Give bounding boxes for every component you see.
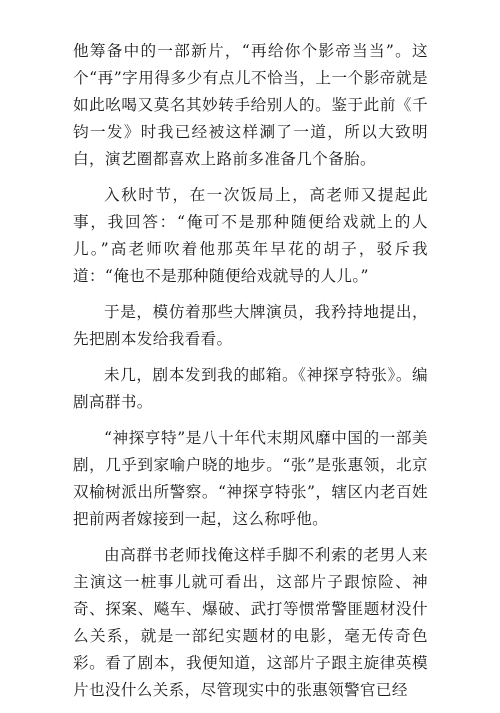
paragraph: 他筹备中的一部新片，“再给你个影帝当当”。这个“再”字用得多少有点儿不恰当，上一个影帝就是如此吆喝又莫名其妙转手给别人的。鉴于此前《千钧一发》时我已经被这样涮了一道，所以大致明白，演艺圈都喜欢上路前多准备几个备胎。 bbox=[73, 42, 428, 168]
paragraph: 由高群书老师找俺这样手脚不利索的老男人来主演这一桩事儿就可看出，这部片子跟惊险、神奇、探案、飚车、爆破、武打等惯常警匪题材没什么关系，就是一部纪实题材的电影，毫无传奇色彩。看了剧本，我便知道，这部片子跟主旋律英模片也没什么关系，尽管现实中的张惠领警官已经 bbox=[73, 546, 428, 699]
paragraph: 入秋时节，在一次饭局上，高老师又提起此事，我回答：“俺可不是那种随便给戏就上的人儿。”高老师吹着他那英年早花的胡子，驳斥我道：“俺也不是那种随便给戏就导的人儿。” bbox=[73, 186, 428, 285]
article-body bbox=[73, 38, 428, 713]
paragraph: “神探亨特”是八十年代末期风靡中国的一部美剧，几乎到家喻户晓的地步。“张”是张惠领，北京双榆树派出所警察。“神探亨特张”，辖区内老百姓把前两者嫁接到一起，这么称呼他。 bbox=[73, 429, 428, 528]
paragraph: 于是，模仿着那些大牌演员，我矜持地提出，先把剧本发给我看看。 bbox=[73, 303, 428, 348]
paragraph: 未几，剧本发到我的邮箱。《神探亨特张》。编剧高群书。 bbox=[73, 366, 428, 411]
